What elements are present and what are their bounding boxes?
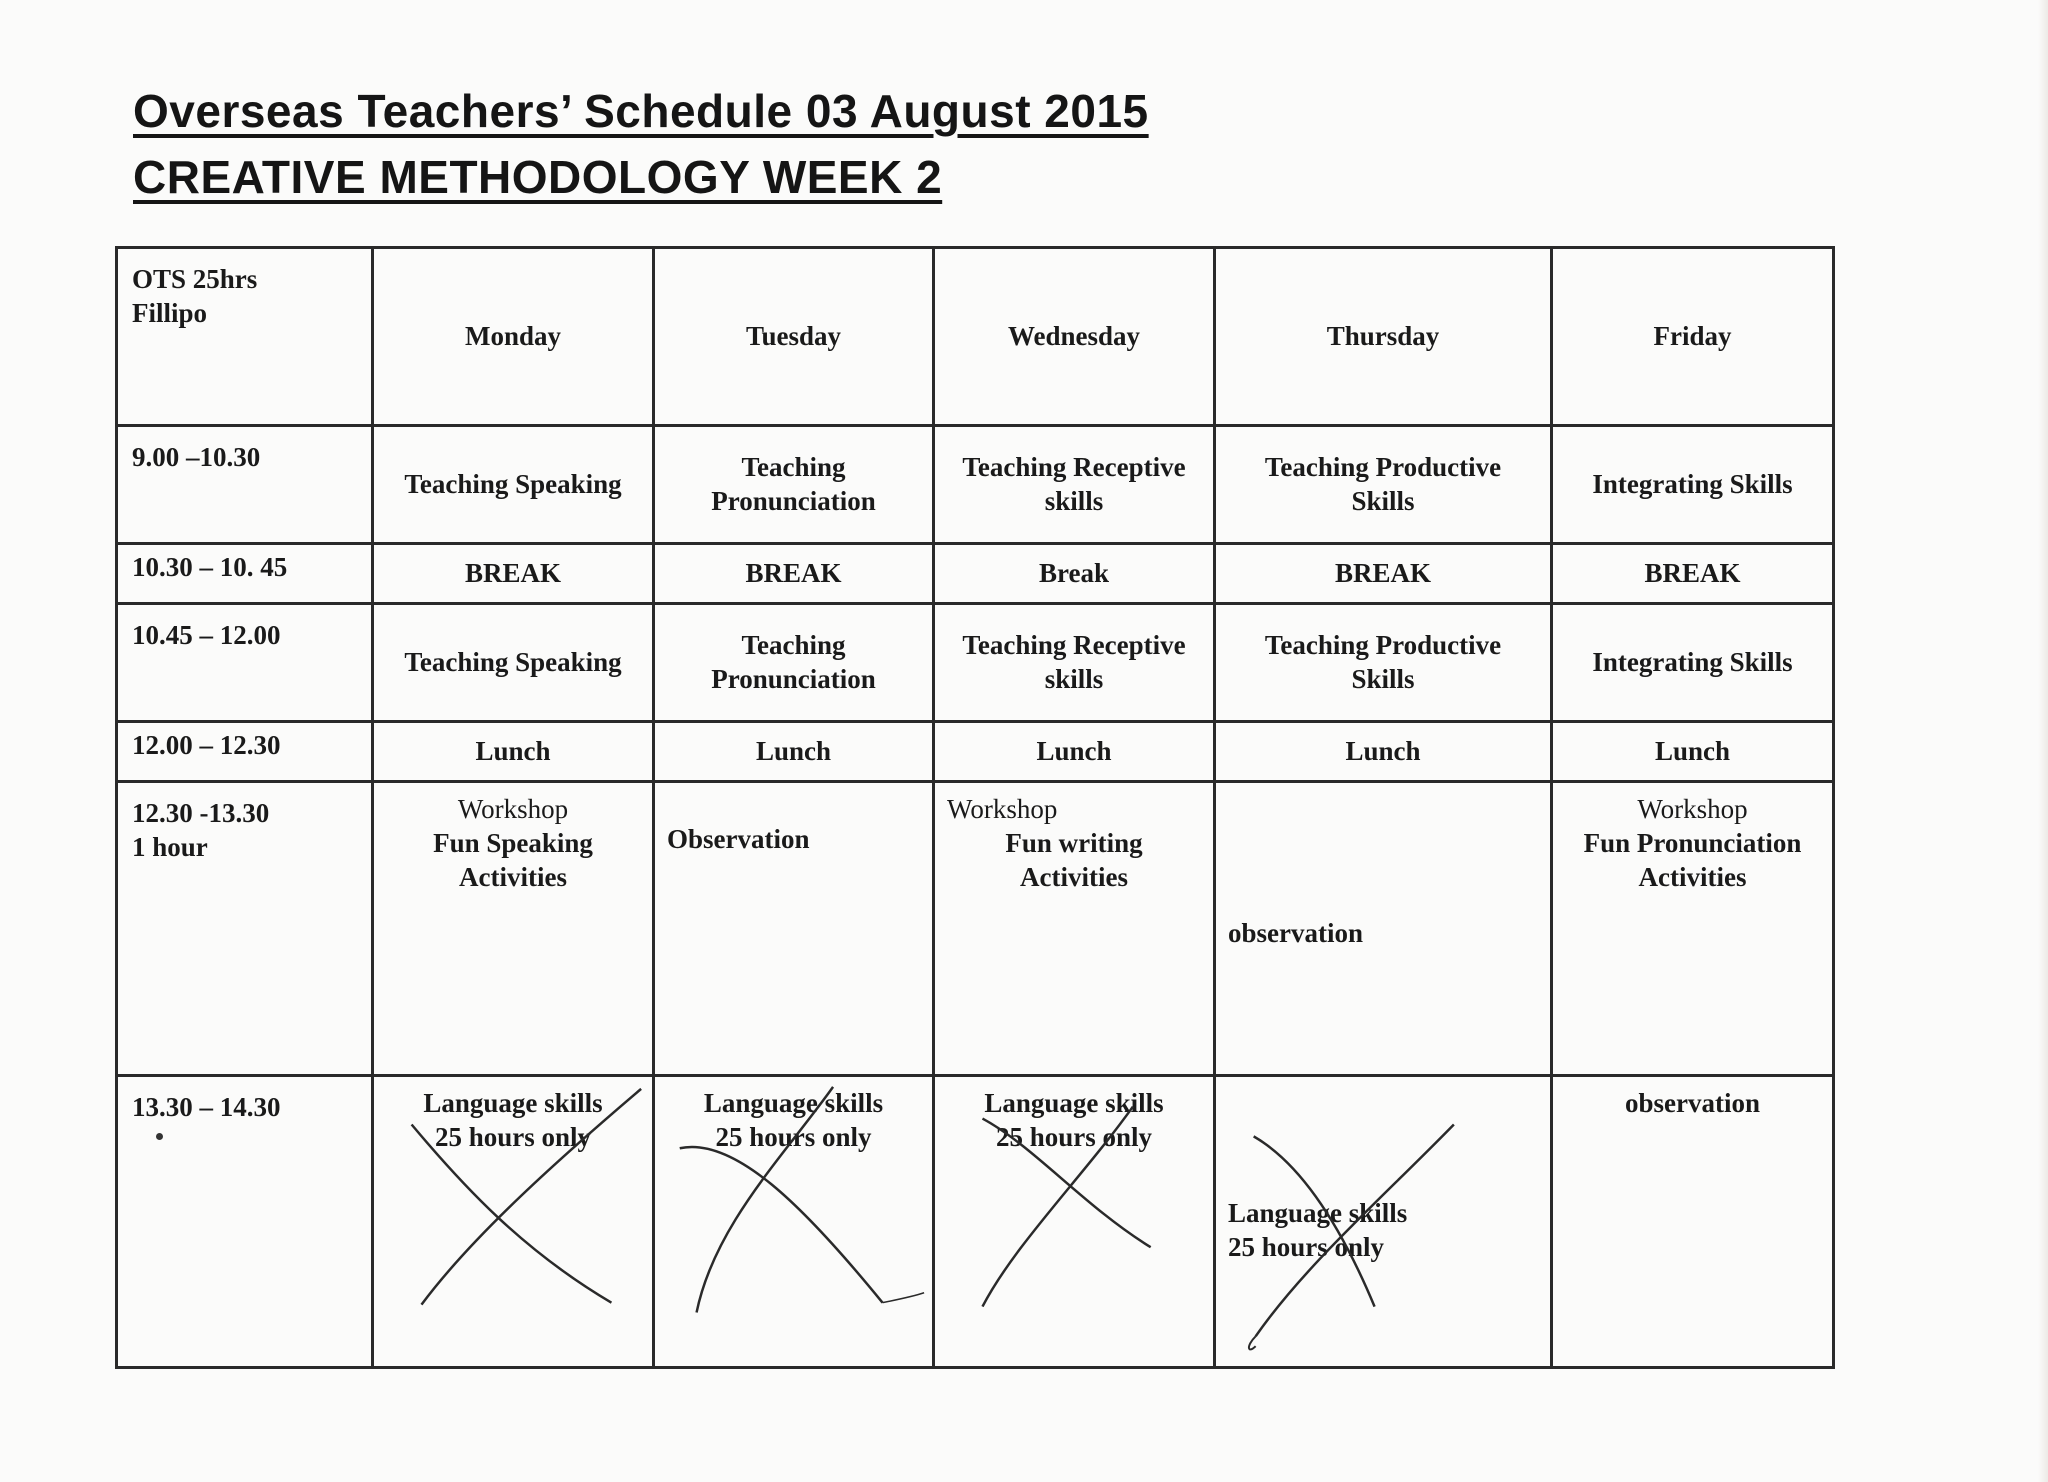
session-text: Teaching Productive	[1264, 629, 1502, 660]
session-cell	[654, 426, 934, 544]
session-text: Language skills	[703, 1088, 884, 1118]
break-cell: BREAK	[1215, 544, 1552, 604]
crossed-out-cell	[654, 1076, 934, 1368]
workshop-cell	[1552, 782, 1834, 1076]
session-text: Teaching	[741, 451, 846, 482]
session-cell	[373, 426, 654, 544]
session-text: Observation	[667, 824, 810, 854]
session-text: 25 hours only	[715, 1121, 872, 1152]
session-text: Teaching	[741, 629, 846, 660]
session-text: Fun Speaking	[433, 827, 593, 858]
session-text: skills	[1044, 485, 1104, 516]
table-row	[117, 544, 1834, 604]
crossed-out-cell	[1215, 1076, 1552, 1368]
session-cell	[1215, 426, 1552, 544]
session-text: Pronunciation	[711, 485, 876, 516]
day-header-wednesday	[934, 248, 1215, 426]
day-label: Monday	[464, 320, 562, 351]
table-row	[117, 722, 1834, 782]
time-range: 13.30 – 14.30	[132, 1092, 281, 1122]
session-text: 25 hours only	[995, 1121, 1153, 1152]
time-slot: 12.00 – 12.30	[117, 722, 373, 782]
time-duration: 1 hour	[132, 831, 208, 862]
session-text: Activities	[1638, 861, 1747, 892]
break-cell: Break	[934, 544, 1215, 604]
day-label: Friday	[1653, 320, 1732, 351]
session-text: Workshop	[1637, 794, 1748, 824]
lunch-cell: Lunch	[1552, 722, 1834, 782]
session-cell	[1215, 604, 1552, 722]
header-row	[117, 248, 1834, 426]
day-label: Wednesday	[1007, 320, 1141, 351]
day-header-monday	[373, 248, 654, 426]
session-text: Teaching Receptive	[962, 629, 1186, 660]
session-cell	[1552, 604, 1834, 722]
time-range: 12.30 -13.30	[132, 798, 270, 828]
course-label: OTS 25hrs	[132, 264, 258, 294]
crossed-out-cell	[934, 1076, 1215, 1368]
observation-cell	[1215, 782, 1552, 1076]
session-text: Integrating Skills	[1592, 646, 1793, 677]
session-text: observation	[1228, 918, 1363, 948]
session-text: Fun Pronunciation	[1583, 827, 1802, 858]
schedule-table	[115, 246, 1835, 1369]
workshop-cell	[934, 782, 1215, 1076]
session-text: Language skills	[1228, 1198, 1408, 1228]
table-row	[117, 604, 1834, 722]
session-text: 25 hours only	[1228, 1232, 1385, 1262]
session-text: Teaching Productive	[1264, 451, 1502, 482]
table-row	[117, 782, 1834, 1076]
time-slot: 10.45 – 12.00	[117, 604, 373, 722]
time-slot	[117, 782, 373, 1076]
header-corner-cell	[117, 248, 373, 426]
lunch-cell: Lunch	[1215, 722, 1552, 782]
day-label: Tuesday	[745, 320, 842, 351]
session-cell	[654, 604, 934, 722]
session-text: Language skills	[423, 1088, 603, 1118]
teacher-name: Fillipo	[132, 297, 208, 328]
day-label: Thursday	[1326, 320, 1440, 351]
table-row	[117, 1076, 1834, 1368]
crossed-out-cell	[373, 1076, 654, 1368]
session-cell	[934, 604, 1215, 722]
session-text: observation	[1625, 1088, 1760, 1118]
page-edge-shadow	[2038, 0, 2048, 1482]
page-title: Overseas Teachers’ Schedule 03 August 2015	[133, 85, 1149, 137]
lunch-cell: Lunch	[373, 722, 654, 782]
observation-cell	[654, 782, 934, 1076]
workshop-cell	[373, 782, 654, 1076]
session-text: Fun writing	[1005, 827, 1143, 858]
session-text: Activities	[459, 861, 567, 892]
session-text: Pronunciation	[711, 663, 876, 694]
lunch-cell: Lunch	[654, 722, 934, 782]
break-cell: BREAK	[654, 544, 934, 604]
break-cell: BREAK	[1552, 544, 1834, 604]
table-row	[117, 426, 1834, 544]
session-text: Workshop	[457, 794, 569, 824]
day-header-friday	[1552, 248, 1834, 426]
day-header-thursday	[1215, 248, 1552, 426]
session-text: Workshop	[947, 794, 1058, 824]
time-slot: 10.30 – 10. 45	[117, 544, 373, 604]
break-cell: BREAK	[373, 544, 654, 604]
time-slot: 9.00 –10.30	[117, 426, 373, 544]
observation-cell	[1552, 1076, 1834, 1368]
session-text: Skills	[1351, 663, 1415, 694]
time-slot	[117, 1076, 373, 1368]
session-cell	[1552, 426, 1834, 544]
session-text: Teaching Receptive	[962, 451, 1186, 482]
ink-dot	[156, 1133, 163, 1140]
page-subtitle: CREATIVE METHODOLOGY WEEK 2	[133, 151, 943, 203]
session-text: Teaching Speaking	[404, 468, 622, 499]
session-text: Skills	[1351, 485, 1415, 516]
session-cell	[934, 426, 1215, 544]
session-cell	[373, 604, 654, 722]
session-text: skills	[1044, 663, 1104, 694]
lunch-cell: Lunch	[934, 722, 1215, 782]
session-text: 25 hours only	[434, 1121, 592, 1152]
session-text: Language skills	[984, 1088, 1164, 1118]
session-text: Teaching Speaking	[404, 646, 622, 677]
day-header-tuesday	[654, 248, 934, 426]
session-text: Activities	[1020, 861, 1128, 892]
session-text: Integrating Skills	[1592, 468, 1793, 499]
